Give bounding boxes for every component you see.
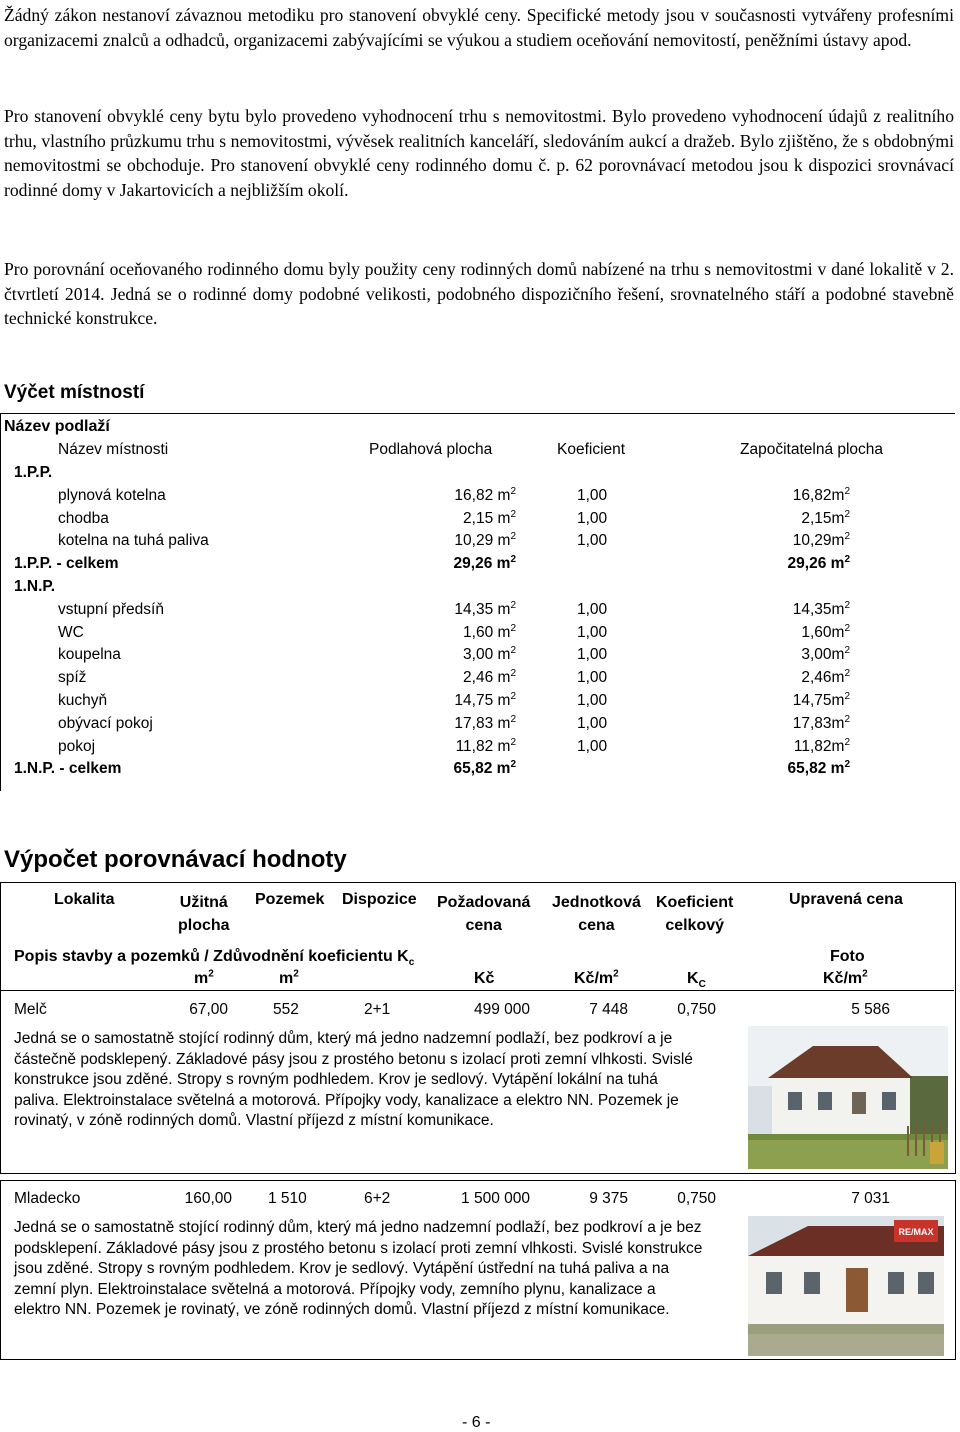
unit-exp: 2	[613, 968, 619, 980]
intro-paragraph-1: Žádný zákon nestanoví závaznou metodiku pro stanovení obvyklé ceny. Specifické metody jsou v současnosti vytvářeny profesními organizacemi znalců a odhadců, organizacemi zabývajícími se výukou a studiem oceňování nemovitostí, peněžními ústavy apod.	[4, 5, 954, 50]
floor-total-label: 1.P.P. - celkem	[14, 555, 119, 573]
room-coefficient: 1,00	[577, 692, 608, 709]
column-header-room-name: Název místnosti	[58, 441, 169, 458]
unit-exponent: 2	[510, 736, 516, 748]
room-name: pokoj	[58, 737, 96, 755]
header-jednotkova-line1: Jednotková	[552, 894, 641, 911]
header-dispozice: Dispozice	[342, 891, 417, 908]
room-name: koupelna	[58, 646, 121, 664]
value-text: 11,82 m	[455, 737, 511, 755]
room-floor-area	[380, 510, 516, 528]
unit-exponent: 2	[510, 485, 516, 497]
rooms-heading: Výčet místností	[4, 382, 145, 403]
unit-exponent: 2	[844, 713, 850, 725]
item1-cena: 499 000	[473, 1001, 530, 1018]
unit-exponent: 2	[844, 759, 850, 771]
floor-name: 1.N.P.	[14, 578, 56, 595]
unit-exponent: 2	[510, 668, 516, 680]
unit-exponent: 2	[844, 599, 850, 611]
unit-exponent: 2	[844, 554, 850, 566]
header-pozadovana-cena	[437, 891, 530, 937]
unit-m: m	[279, 970, 294, 987]
value-text: 2,46m	[801, 669, 845, 687]
value-text: 1,60 m	[463, 623, 511, 641]
value-text: 10,29 m	[454, 532, 511, 550]
room-coefficient: 1,00	[577, 646, 608, 664]
room-floor-area	[380, 624, 516, 642]
header-koeficient-line1: Koeficient	[656, 894, 734, 911]
unit-exponent: 2	[510, 690, 516, 702]
room-name: chodba	[58, 509, 109, 527]
item2-pozemek: 1 510	[268, 1190, 307, 1207]
item2-koeficient: 0,750	[677, 1190, 716, 1207]
header-uzitna-line1: Užitná	[179, 894, 228, 911]
unit-exponent: 2	[844, 645, 850, 657]
item1-lokalita: Melč	[14, 1001, 47, 1018]
value-text: 2,46 m	[463, 669, 511, 687]
intro-paragraph-2: Pro stanovení obvyklé ceny bytu bylo provedeno vyhodnocení trhu s nemovitostmi. Bylo provedeno vyhodnocení údajů z realitního trhu, vlastního průzkumu trhu s nemovitostmi, vývěsek realitních kanceláří, sledováním aukcí a dražeb. Bylo zjištěno, že s obdobnými nemovitostmi se obchoduje. Pro stanovení obvyklé ceny rodinného domu č. p. 62 porovnávací metodou jsou k dispozici srovnávací rodinné domy v Jakartovicích a nejbližším okolí.	[4, 106, 954, 200]
value-text: 14,35 m	[454, 600, 511, 618]
unit-exponent: 2	[844, 690, 850, 702]
value-text: 14,35m	[792, 600, 845, 618]
unit-cena: Kč	[474, 970, 495, 987]
room-counted-area	[720, 715, 850, 733]
unit-exponent: 2	[510, 508, 516, 520]
header-koeficient	[656, 891, 733, 937]
item1-pozemek: 552	[273, 1001, 299, 1018]
room-name: WC	[58, 623, 84, 641]
room-counted-area	[720, 532, 850, 550]
unit-m: m	[194, 970, 209, 987]
unit-exponent: 2	[844, 485, 850, 497]
value-text: 16,82m	[792, 486, 845, 504]
value-text: 14,75 m	[454, 692, 511, 709]
value-text: 3,00m	[801, 646, 845, 664]
item2-dispozice: 6+2	[364, 1190, 391, 1207]
unit-exponent: 2	[844, 668, 850, 680]
item1-photo-cottage	[748, 1026, 948, 1169]
unit-k-subscript: C	[698, 979, 706, 991]
header-popis-text: Popis stavby a pozemků / Zdůvodnění koeficientu K	[14, 948, 409, 965]
item1-description: Jedná se o samostatně stojící rodinný dům, který má jedno nadzemní podlaží, bez podkroví a je částečně podsklepený. Základové pásy jsou z prostého betonu s izolací proti zemní vlhkosti. Svislé konstrukce jsou zděné. Stropy s rovným podhledem. Krov je sedlový. Vytápění lokální na tuhá paliva. Elektroinstalace světelná a motorová. Přípojky vody, kanalizace a elektro NN. Pozemek je rovinatý, v zóně rodinných domů. Vlastní příjezd z místní komunikace.	[14, 1030, 693, 1129]
header-foto: Foto	[830, 948, 865, 965]
unit-exponent: 2	[510, 554, 516, 566]
value-text: 10,29m	[792, 532, 845, 550]
room-floor-area	[380, 669, 516, 687]
room-counted-area	[720, 624, 850, 642]
value-text: 3,00 m	[463, 646, 511, 664]
item2-plocha: 160,00	[184, 1190, 232, 1207]
room-coefficient: 1,00	[577, 486, 608, 504]
unit-k: K	[687, 970, 699, 987]
unit-exponent: 2	[510, 759, 516, 771]
value-text: 14,75m	[792, 692, 845, 709]
room-counted-area	[720, 669, 850, 687]
unit-koeficient	[687, 970, 706, 991]
value-text: 17,83 m	[454, 714, 511, 732]
header-upravena-cena: Upravená cena	[789, 891, 903, 908]
room-name: kotelna na tuhá paliva	[58, 532, 209, 550]
unit-kcm: Kč/m	[823, 970, 863, 987]
value-text: 2,15m	[801, 509, 845, 527]
header-jednotkova-line2: cena	[578, 917, 615, 934]
value-text: 29,26 m	[453, 555, 511, 573]
floor-name: 1.P.P.	[14, 464, 53, 481]
room-counted-area	[720, 738, 850, 756]
item2-upravena: 7 031	[851, 1190, 890, 1207]
room-coefficient: 1,00	[577, 509, 608, 527]
header-uzitna-line2: plocha	[178, 917, 230, 934]
value-text: 65,82 m	[787, 760, 845, 778]
room-name: plynová kotelna	[58, 486, 166, 504]
room-counted-area	[720, 646, 850, 664]
unit-exp: 2	[208, 968, 214, 980]
page-number: - 6 -	[462, 1414, 491, 1431]
unit-exponent: 2	[510, 599, 516, 611]
item2-lokalita: Mladecko	[14, 1190, 81, 1207]
floor-column-header: Název podlaží	[4, 418, 110, 435]
item1-plocha: 67,00	[189, 1001, 228, 1018]
room-floor-area	[380, 738, 516, 756]
room-name: spíž	[58, 669, 87, 687]
room-floor-area	[380, 601, 516, 619]
unit-exponent: 2	[510, 622, 516, 634]
room-coefficient: 1,00	[577, 714, 608, 732]
value-text: 16,82 m	[454, 486, 511, 504]
floor-total-counted	[720, 760, 850, 778]
comparison-header-divider	[1, 990, 954, 991]
unit-jednotkova	[574, 970, 619, 988]
unit-exponent: 2	[844, 736, 850, 748]
room-floor-area	[380, 532, 516, 550]
column-header-counted-area: Započitatelná plocha	[740, 441, 884, 458]
unit-upravena	[823, 970, 868, 988]
value-text: 1,60m	[801, 623, 845, 641]
value-text: 65,82 m	[453, 760, 511, 778]
item1-jednotkova: 7 448	[589, 1001, 628, 1018]
room-name: kuchyň	[58, 692, 108, 709]
floor-total-area	[380, 760, 516, 778]
value-text: 2,15 m	[463, 509, 511, 527]
room-counted-area	[720, 487, 850, 505]
header-koeficient-line2: celkový	[665, 917, 725, 934]
floor-total-label: 1.N.P. - celkem	[14, 760, 122, 778]
item1-upravena: 5 586	[851, 1001, 890, 1018]
room-counted-area	[720, 510, 850, 528]
item2-photo-farmhouse	[748, 1216, 944, 1356]
room-coefficient: 1,00	[577, 623, 608, 641]
room-floor-area	[380, 487, 516, 505]
unit-plocha	[194, 970, 214, 988]
room-floor-area	[380, 646, 516, 664]
unit-exp: 2	[862, 968, 868, 980]
value-text: 17,83m	[792, 714, 845, 732]
unit-kcm: Kč/m	[574, 970, 614, 987]
unit-exponent: 2	[844, 508, 850, 520]
room-name: obývací pokoj	[58, 714, 153, 732]
unit-exponent: 2	[510, 713, 516, 725]
item1-koeficient: 0,750	[677, 1001, 716, 1018]
room-counted-area	[720, 692, 850, 710]
unit-exponent: 2	[844, 622, 850, 634]
room-coefficient: 1,00	[577, 600, 608, 618]
unit-exp: 2	[293, 968, 299, 980]
header-pozadovana-line1: Požadovaná	[437, 894, 531, 911]
room-coefficient: 1,00	[577, 737, 608, 755]
intro-paragraph-3: Pro porovnání oceňovaného rodinného domu byly použity ceny rodinných domů nabízené na trhu s nemovitostmi v dané lokalitě v 2. čtvrtletí 2014. Jedná se o rodinné domy podobné velikosti, podobného dispozičního řešení, srovnatelného stáří a podobné stavebně technické konstrukce.	[4, 259, 954, 328]
room-floor-area	[380, 692, 516, 710]
floor-total-counted	[720, 555, 850, 573]
header-lokalita: Lokalita	[54, 891, 115, 908]
column-header-floor-area: Podlahová plocha	[369, 441, 493, 458]
header-pozadovana-line2: cena	[465, 917, 502, 934]
header-popis	[14, 948, 415, 969]
column-header-coefficient: Koeficient	[557, 441, 626, 458]
room-coefficient: 1,00	[577, 532, 608, 550]
header-jednotkova-cena	[552, 891, 641, 937]
unit-pozemek	[279, 970, 299, 988]
header-pozemek: Pozemek	[255, 891, 325, 908]
room-coefficient: 1,00	[577, 669, 608, 687]
comparison-heading: Výpočet porovnávací hodnoty	[4, 846, 347, 873]
remax-watermark: RE/MAX	[898, 1227, 934, 1237]
item2-cena: 1 500 000	[461, 1190, 530, 1207]
value-text: 11,82m	[793, 737, 845, 755]
room-floor-area	[380, 715, 516, 733]
unit-exponent: 2	[510, 645, 516, 657]
room-name: vstupní předsíň	[58, 600, 164, 618]
room-counted-area	[720, 601, 850, 619]
header-uzitna-plocha	[178, 891, 230, 937]
unit-exponent: 2	[844, 531, 850, 543]
header-popis-subscript: c	[408, 957, 415, 969]
item2-jednotkova: 9 375	[589, 1190, 628, 1207]
unit-exponent: 2	[510, 531, 516, 543]
value-text: 29,26 m	[787, 555, 845, 573]
item2-description: Jedná se o samostatně stojící rodinný dům, který má jedno nadzemní podlaží, bez podkroví a je bez podsklepení. Základové pásy jsou z prostého betonu s izolací proti zemní vlhkosti. Svislé konstrukce jsou zděné. Stropy s rovným podhledem. Krov je sedlový. Vytápění ústřední na tuhá paliva a na zemní plyn. Elektroinstalace světelná a motorová. Přípojky vody, zemního plynu, kanalizace a elektro NN. Pozemek je rovinatý, ve zóně rodinných domů. Vlastní příjezd z místní komunikace.	[14, 1219, 703, 1318]
item1-dispozice: 2+1	[364, 1001, 391, 1018]
floor-total-area	[380, 555, 516, 573]
